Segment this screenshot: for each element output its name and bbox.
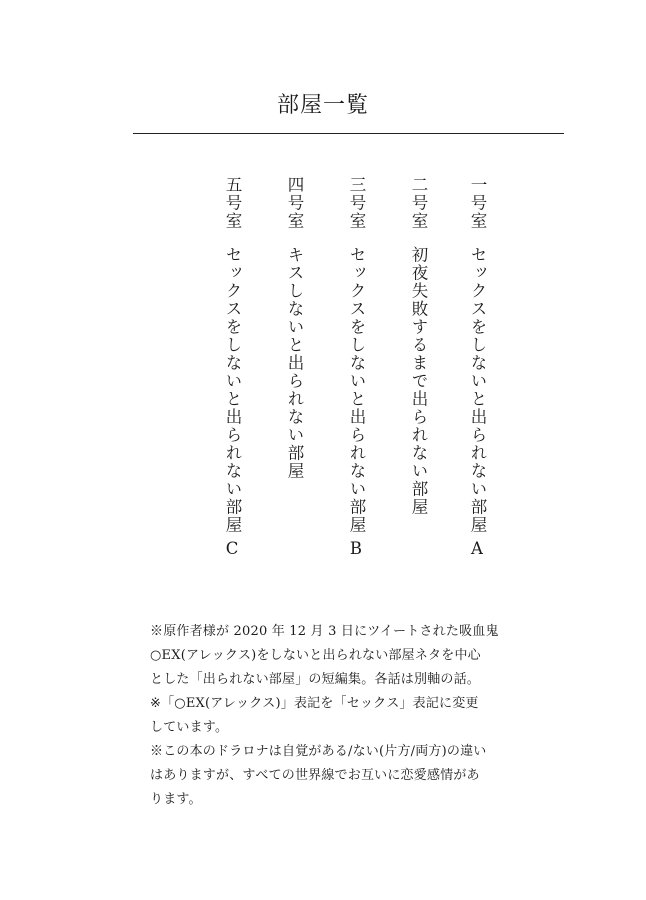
note-line: ります。 (150, 792, 202, 807)
room-description: セックスをしないと出られない部屋 (347, 246, 366, 534)
room-description: 初夜失敗するまで出られない部屋 (409, 246, 428, 516)
note-line: しています。 (150, 720, 229, 735)
note-line: とした「出られない部屋」の短編集。各話は別軸の話。 (150, 672, 481, 687)
note-line: ○EX(アレックス)をしないと出られない部屋ネタを中心 (150, 648, 481, 663)
room-name: 二号室 (409, 176, 428, 230)
room-name: 一号室 (468, 176, 487, 230)
room-entry-2 (407, 176, 429, 516)
notes-block (150, 620, 570, 812)
note-line: はありますが、すべての世界線でお互いに恋愛感情があ (150, 768, 480, 783)
room-name: 五号室 (223, 176, 242, 230)
room-entry-3 (345, 176, 367, 558)
note-line: ※原作者様が 2020 年 12 月 3 日にツイートされた吸血鬼 (150, 624, 499, 639)
room-entry-1 (466, 176, 488, 558)
room-description: セックスをしないと出られない部屋 (223, 246, 242, 534)
note-line: ※この本のドラロナは自覚がある/ない(片方/両方)の違い (150, 744, 487, 759)
room-description: セックスをしないと出られない部屋 (468, 246, 487, 534)
room-variant-label: C (225, 539, 239, 558)
note-line: ※「○EX(アレックス)」表記を「セックス」表記に変更 (150, 696, 479, 711)
page-title: 部屋一覧 (276, 93, 369, 118)
room-variant-label: A (471, 539, 483, 558)
room-name: 三号室 (347, 176, 366, 230)
room-entry-5 (221, 176, 243, 558)
room-name: 四号室 (285, 176, 304, 230)
room-variant-label: B (349, 539, 363, 558)
room-entry-4 (283, 176, 305, 480)
room-description: キスしないと出られない部屋 (285, 246, 304, 480)
